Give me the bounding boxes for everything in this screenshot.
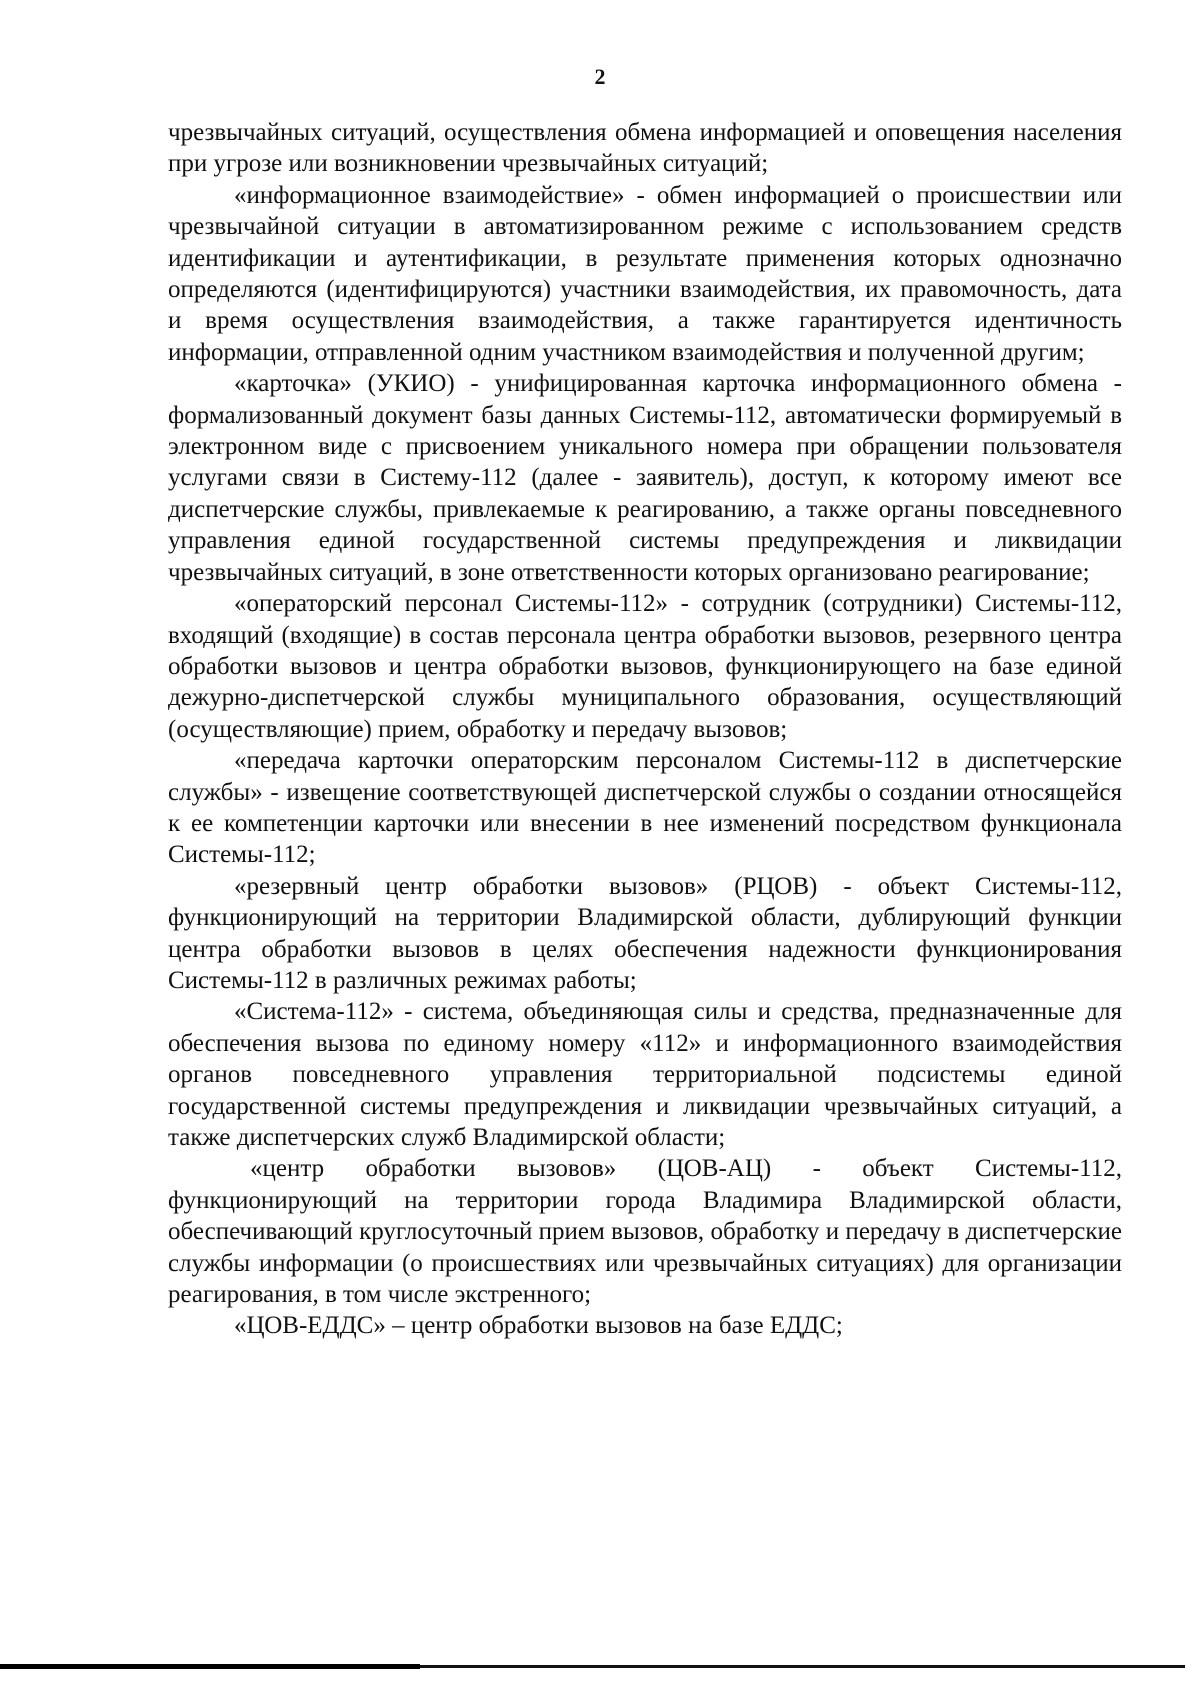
paragraph-definition-information-interaction: «информационное взаимодействие» - обмен информацией о происшествии или чрезвычайной ситуации в автоматизированном режиме с использованием средств идентификации и аутентификации, в результате применения которых однозначно определяются (идентифицируются) участники взаимодействия, их правомочность, дата и время осуществления взаимодействия, а также гарантируется идентичность информации, отправленной одним участником взаимодействия и полученной другим; (168, 181, 1122, 366)
page-number: 2 (594, 64, 606, 89)
paragraph-definition-operator-staff: «операторский персонал Системы-112» - сотрудник (сотрудники) Системы-112, входящий (входящие) в состав персонала центра обработки вызовов, резервного центра обработки вызовов и центра обработки вызовов, функционирующего на базе единой дежурно-диспетчерской службы муниципального образования, осуществляющий (осуществляющие) прием, обработку и передачу вызовов; (168, 590, 1122, 743)
paragraph-continuation: чрезвычайных ситуаций, осуществления обмена информацией и оповещения населения при угрозе или возникновении чрезвычайных ситуаций; (168, 119, 1122, 178)
scan-edge-shadow (0, 1664, 420, 1669)
paragraph-definition-call-center: «центр обработки вызовов» (ЦОВ-АЦ) - объект Системы-112, функционирующий на территории города Владимира Владимирской области, обеспечивающий круглосуточный прием вызовов, обработку и передачу в диспетчерские службы информации (о происшествиях или чрезвычайных ситуациях) для организации реагирования, в том числе экстренного; (168, 1155, 1122, 1309)
paragraph-definition-system-112: «Система-112» - система, объединяющая силы и средства, предназначенные для обеспечения вызова по единому номеру «112» и информационного взаимодействия органов повседневного управления территориальной подсистемы единой государственной системы предупреждения и ликвидации чрезвычайных ситуаций, а также диспетчерских служб Владимирской области; (168, 998, 1122, 1151)
paragraph-definition-cov-edds: «ЦОВ-ЕДДС» – центр обработки вызовов на базе ЕДДС; (234, 1312, 843, 1340)
paragraph-definition-card: «карточка» (УКИО) - унифицированная карточка информационного обмена - формализованный документ базы данных Системы-112, автоматически формируемый в электронном виде с присвоением уникального номера при обращении пользователя услугами связи в Систему-112 (далее - заявитель), доступ, к которому имеют все диспетчерские службы, привлекаемые к реагированию, а также органы повседневного управления единой государственной системы предупреждения и ликвидации чрезвычайных ситуаций, в зоне ответственности которых организовано реагирование; (168, 370, 1122, 586)
document-body (168, 117, 1122, 1342)
paragraph-definition-card-transfer: «передача карточки операторским персоналом Системы-112 в диспетчерские службы» - извещение соответствующей диспетчерской службы о создании относящейся к ее компетенции карточки или внесении в нее изменений посредством функционала Системы-112; (168, 747, 1122, 869)
paragraph-definition-backup-call-center: «резервный центр обработки вызовов» (РЦОВ) - объект Системы-112, функционирующий на территории Владимирской области, дублирующий функции центра обработки вызовов в целях обеспечения надежности функционирования Системы-112 в различных режимах работы; (168, 872, 1122, 994)
